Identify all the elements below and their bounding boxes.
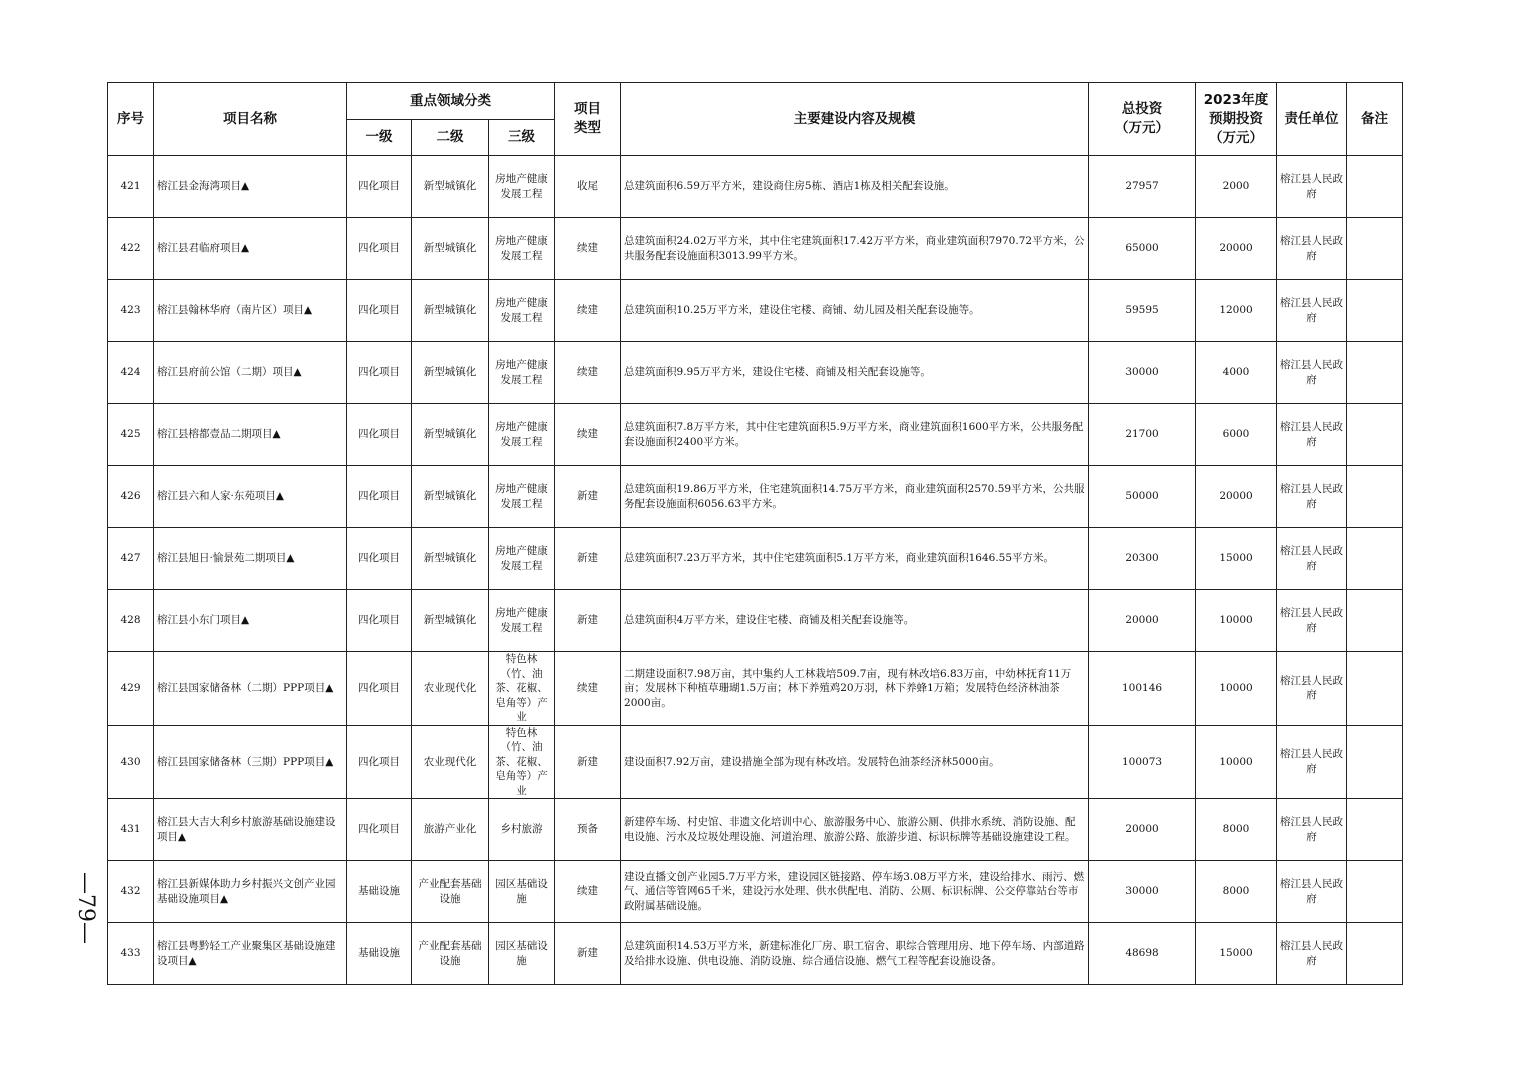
seq-cell: 429 [108,652,154,726]
annual-cell: 12000 [1196,280,1277,342]
annual-cell: 8000 [1196,861,1277,923]
type-cell: 续建 [555,342,621,404]
level1-cell: 四化项目 [347,466,412,528]
unit-cell: 榕江县人民政府 [1277,861,1347,923]
type-cell: 新建 [555,466,621,528]
content-cell: 新建停车场、村史馆、非遗文化培训中心、旅游服务中心、旅游公厕、供排水系统、消防设施、配电设施、污水及垃圾处理设施、河道治理、旅游公路、旅游步道、标识标牌等基础设施建设工程。 [621,799,1089,861]
header-domain: 重点领域分类 [347,83,555,120]
type-cell: 新建 [555,923,621,985]
unit-cell: 榕江县人民政府 [1277,342,1347,404]
header-annual-line2: 预期投资 [1209,110,1264,127]
header-annual-line1: 2023年度 [1203,91,1269,108]
name-cell: 榕江县国家储备林（三期）PPP项目▲ [154,725,347,799]
table-row [108,342,1403,404]
annual-cell: 20000 [1196,466,1277,528]
level1-cell: 四化项目 [347,218,412,280]
level3-cell: 乡村旅游 [489,799,555,861]
annual-cell: 15000 [1196,923,1277,985]
type-cell: 新建 [555,528,621,590]
annual-cell: 10000 [1196,725,1277,799]
table-row [108,725,1403,799]
header-remark: 备注 [1347,83,1403,156]
level3-cell: 特色林（竹、油茶、花椒、皂角等）产业 [489,652,555,726]
name-cell: 榕江县六和人家·东苑项目▲ [154,466,347,528]
header-total-line1: 总投资 [1121,101,1163,117]
annual-cell: 8000 [1196,799,1277,861]
content-cell: 建设面积7.92万亩，建设措施全部为现有林改培。发展特色油茶经济林5000亩。 [621,725,1089,799]
seq-cell: 430 [108,725,154,799]
seq-cell: 428 [108,590,154,652]
level2-cell: 旅游产业化 [412,799,489,861]
table-row [108,218,1403,280]
unit-cell: 榕江县人民政府 [1277,218,1347,280]
remark-cell [1347,218,1403,280]
level2-cell: 新型城镇化 [412,466,489,528]
level2-cell: 农业现代化 [412,725,489,799]
unit-cell: 榕江县人民政府 [1277,725,1347,799]
annual-cell: 6000 [1196,404,1277,466]
name-cell: 榕江县榕都壹品二期项目▲ [154,404,347,466]
content-cell: 总建筑面积7.8万平方米，其中住宅建筑面积5.9万平方米，商业建筑面积1600平方米，公共服务配套设施面积2400平方米。 [621,404,1089,466]
remark-cell [1347,342,1403,404]
unit-cell: 榕江县人民政府 [1277,528,1347,590]
content-cell: 总建筑面积9.95万平方米，建设住宅楼、商铺及相关配套设施等。 [621,342,1089,404]
seq-cell: 423 [108,280,154,342]
remark-cell [1347,799,1403,861]
level1-cell: 四化项目 [347,799,412,861]
seq-cell: 424 [108,342,154,404]
table-row [108,156,1403,218]
total-cell: 20300 [1089,528,1196,590]
unit-cell: 榕江县人民政府 [1277,652,1347,726]
total-cell: 100073 [1089,725,1196,799]
total-cell: 100146 [1089,652,1196,726]
total-cell: 59595 [1089,280,1196,342]
header-content: 主要建设内容及规模 [621,83,1089,156]
total-cell: 21700 [1089,404,1196,466]
seq-cell: 425 [108,404,154,466]
remark-cell [1347,404,1403,466]
name-cell: 榕江县府前公馆（二期）项目▲ [154,342,347,404]
level1-cell: 四化项目 [347,404,412,466]
seq-cell: 431 [108,799,154,861]
name-cell: 榕江县国家储备林（二期）PPP项目▲ [154,652,347,726]
remark-cell [1347,861,1403,923]
content-cell: 总建筑面积24.02万平方米，其中住宅建筑面积17.42万平方米，商业建筑面积7970.72平方米，公共服务配套设施面积3013.99平方米。 [621,218,1089,280]
content-cell: 二期建设面积7.98万亩，其中集约人工林栽培509.7亩，现有林改培6.83万亩，中幼林抚育11万亩；发展林下种植草珊瑚1.5万亩；林下养殖鸡20万羽，林下养蜂1万箱；发展特色经济林油茶2000亩。 [621,652,1089,726]
content-cell: 总建筑面积14.53万平方米，新建标准化厂房、职工宿舍、职综合管理用房、地下停车场、内部道路及给排水设施、供电设施、消防设施、综合通信设施、燃气工程等配套设施设备。 [621,923,1089,985]
table-row [108,466,1403,528]
remark-cell [1347,156,1403,218]
total-cell: 30000 [1089,342,1196,404]
unit-cell: 榕江县人民政府 [1277,466,1347,528]
level3-cell: 房地产健康发展工程 [489,342,555,404]
header-type-line2: 类型 [574,120,602,136]
unit-cell: 榕江县人民政府 [1277,590,1347,652]
seq-cell: 426 [108,466,154,528]
remark-cell [1347,923,1403,985]
level2-cell: 新型城镇化 [412,590,489,652]
remark-cell [1347,725,1403,799]
seq-cell: 422 [108,218,154,280]
header-type [555,83,621,156]
type-cell: 收尾 [555,156,621,218]
level3-cell: 特色林（竹、油茶、花椒、皂角等）产业 [489,725,555,799]
seq-cell: 427 [108,528,154,590]
level1-cell: 四化项目 [347,528,412,590]
level2-cell: 新型城镇化 [412,280,489,342]
level2-cell: 新型城镇化 [412,156,489,218]
level2-cell: 产业配套基础设施 [412,923,489,985]
table-row [108,923,1403,985]
name-cell: 榕江县小东门项目▲ [154,590,347,652]
total-cell: 20000 [1089,590,1196,652]
header-total-line2: （万元） [1115,120,1170,136]
seq-cell: 421 [108,156,154,218]
name-cell: 榕江县旭日·愉景苑二期项目▲ [154,528,347,590]
level2-cell: 产业配套基础设施 [412,861,489,923]
content-cell: 总建筑面积10.25万平方米，建设住宅楼、商铺、幼儿园及相关配套设施等。 [621,280,1089,342]
name-cell: 榕江县君临府项目▲ [154,218,347,280]
table-body [108,156,1403,985]
total-cell: 30000 [1089,861,1196,923]
level2-cell: 新型城镇化 [412,404,489,466]
level3-cell: 房地产健康发展工程 [489,590,555,652]
remark-cell [1347,652,1403,726]
level3-cell: 房地产健康发展工程 [489,280,555,342]
level2-cell: 农业现代化 [412,652,489,726]
remark-cell [1347,528,1403,590]
table-row [108,590,1403,652]
table-row [108,280,1403,342]
level1-cell: 四化项目 [347,342,412,404]
name-cell: 榕江县翰林华府（南片区）项目▲ [154,280,347,342]
level3-cell: 房地产健康发展工程 [489,466,555,528]
name-cell: 榕江县大吉大利乡村旅游基础设施建设项目▲ [154,799,347,861]
annual-cell: 15000 [1196,528,1277,590]
unit-cell: 榕江县人民政府 [1277,156,1347,218]
level2-cell: 新型城镇化 [412,528,489,590]
header-row-1 [108,83,1403,120]
type-cell: 新建 [555,590,621,652]
annual-cell: 10000 [1196,590,1277,652]
total-cell: 65000 [1089,218,1196,280]
name-cell: 榕江县金海湾项目▲ [154,156,347,218]
table-row [108,528,1403,590]
total-cell: 48698 [1089,923,1196,985]
header-level1: 一级 [347,120,412,156]
name-cell: 榕江县粤黔轻工产业聚集区基础设施建设项目▲ [154,923,347,985]
unit-cell: 榕江县人民政府 [1277,280,1347,342]
level1-cell: 基础设施 [347,923,412,985]
level2-cell: 新型城镇化 [412,218,489,280]
level1-cell: 四化项目 [347,156,412,218]
level3-cell: 房地产健康发展工程 [489,528,555,590]
annual-cell: 20000 [1196,218,1277,280]
type-cell: 续建 [555,218,621,280]
total-cell: 27957 [1089,156,1196,218]
header-level2: 二级 [412,120,489,156]
remark-cell [1347,590,1403,652]
table-row [108,652,1403,726]
type-cell: 续建 [555,404,621,466]
header-level3: 三级 [489,120,555,156]
type-cell: 续建 [555,280,621,342]
seq-cell: 432 [108,861,154,923]
level3-cell: 园区基础设施 [489,923,555,985]
project-table [107,82,1403,985]
header-annual-line3: （万元） [1209,129,1264,146]
level1-cell: 四化项目 [347,652,412,726]
content-cell: 建设直播文创产业园5.7万平方米，建设园区链接路、停车场3.08万平方米，建设给排水、雨污、燃气、通信等管网65千米，建设污水处理、供水供配电、消防、公厕、标识标牌、公交停靠站台等市政附属基础设施。 [621,861,1089,923]
type-cell: 续建 [555,652,621,726]
total-cell: 50000 [1089,466,1196,528]
header-total [1089,83,1196,156]
header-type-line1: 项目 [574,101,602,117]
table-row [108,861,1403,923]
header-name: 项目名称 [154,83,347,156]
content-cell: 总建筑面积19.86万平方米，住宅建筑面积14.75万平方米，商业建筑面积2570.59平方米，公共服务配套设施面积6056.63平方米。 [621,466,1089,528]
level3-cell: 房地产健康发展工程 [489,156,555,218]
level1-cell: 四化项目 [347,590,412,652]
unit-cell: 榕江县人民政府 [1277,404,1347,466]
remark-cell [1347,280,1403,342]
type-cell: 预备 [555,799,621,861]
annual-cell: 2000 [1196,156,1277,218]
page-number [66,872,106,952]
level3-cell: 园区基础设施 [489,861,555,923]
level3-cell: 房地产健康发展工程 [489,218,555,280]
unit-cell: 榕江县人民政府 [1277,799,1347,861]
table-row [108,799,1403,861]
name-cell: 榕江县新媒体助力乡村振兴文创产业园基础设施项目▲ [154,861,347,923]
level3-cell: 房地产健康发展工程 [489,404,555,466]
total-cell: 20000 [1089,799,1196,861]
content-cell: 总建筑面积6.59万平方米，建设商住房5栋、酒店1栋及相关配套设施。 [621,156,1089,218]
content-cell: 总建筑面积4万平方米，建设住宅楼、商铺及相关配套设施等。 [621,590,1089,652]
level2-cell: 新型城镇化 [412,342,489,404]
annual-cell: 4000 [1196,342,1277,404]
content-cell: 总建筑面积7.23万平方米，其中住宅建筑面积5.1万平方米，商业建筑面积1646.55平方米。 [621,528,1089,590]
remark-cell [1347,466,1403,528]
header-seq: 序号 [108,83,154,156]
page-number-text: —79— [73,872,98,944]
level1-cell: 四化项目 [347,280,412,342]
level1-cell: 基础设施 [347,861,412,923]
seq-cell: 433 [108,923,154,985]
type-cell: 续建 [555,861,621,923]
unit-cell: 榕江县人民政府 [1277,923,1347,985]
level1-cell: 四化项目 [347,725,412,799]
header-annual [1196,83,1277,156]
annual-cell: 10000 [1196,652,1277,726]
type-cell: 新建 [555,725,621,799]
header-unit: 责任单位 [1277,83,1347,156]
table-row [108,404,1403,466]
